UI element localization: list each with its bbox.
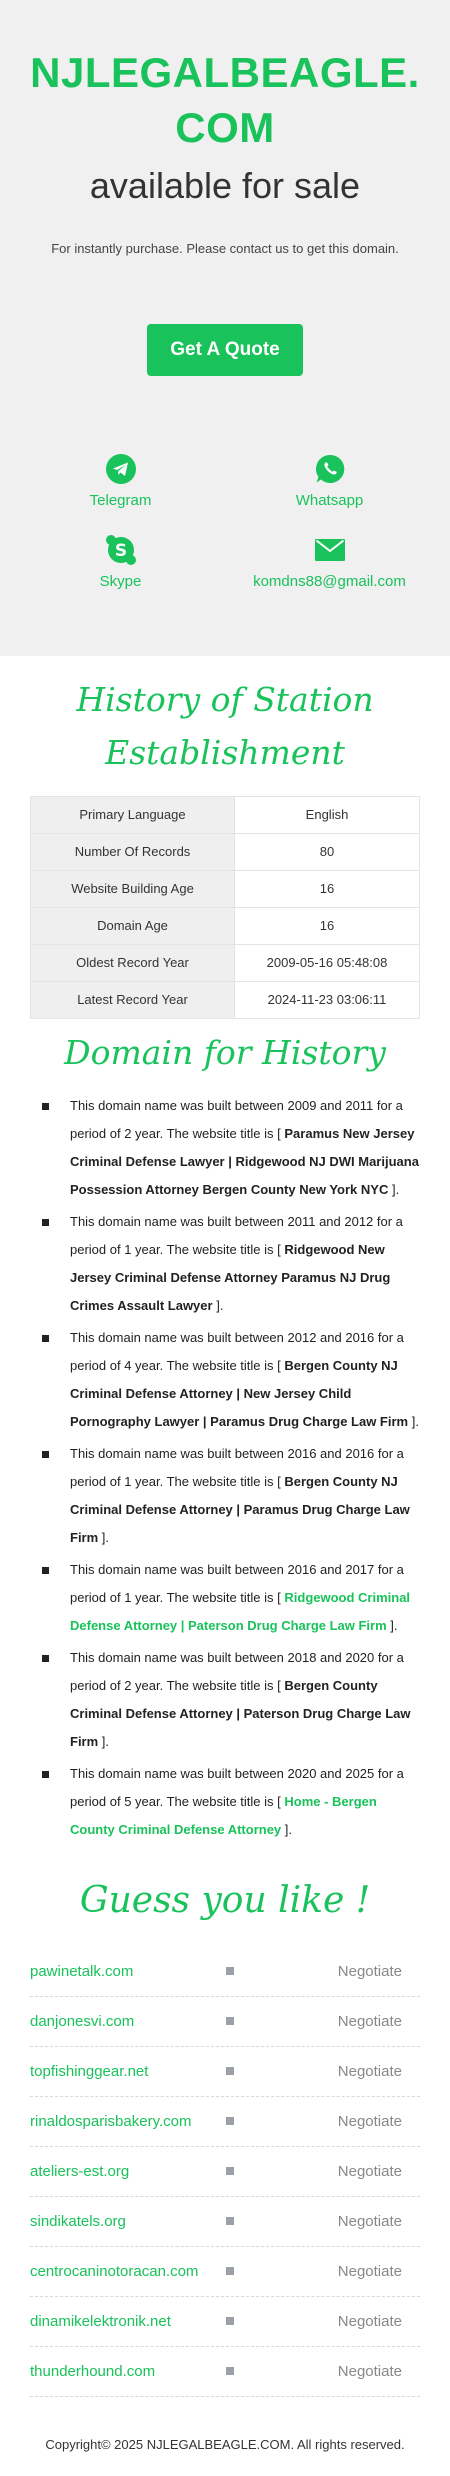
- table-row: [31, 833, 420, 870]
- contact-email[interactable]: [225, 535, 434, 590]
- list-item: [30, 1947, 420, 1997]
- domain-title: NJLEGALBEAGLE.COM: [30, 49, 420, 151]
- guess-list: [0, 1947, 450, 2397]
- list-item: [30, 2297, 420, 2347]
- domain-history-heading: Domain for History: [64, 1032, 386, 1072]
- table-key: Website Building Age: [31, 870, 235, 907]
- price-label: Negotiate: [337, 2012, 402, 2030]
- list-item: [30, 2097, 420, 2147]
- list-item: [30, 1760, 422, 1844]
- history-text: This domain name was built between 2020 and 2025 for a period of 5 year. The website title is [: [70, 1765, 404, 1809]
- dot-icon: [226, 2067, 234, 2075]
- table-value: 16: [235, 870, 420, 907]
- history-text: This domain name was built between 2016 and 2017 for a period of 1 year. The website title is [: [70, 1561, 404, 1605]
- sale-subtitle: For instantly purchase. Please contact us to get this domain.: [51, 241, 399, 257]
- hero-section: [0, 0, 450, 656]
- list-item: [30, 1092, 422, 1204]
- bullet-icon: [42, 1451, 49, 1458]
- history-title-link[interactable]: Home - Bergen County Criminal Defense Attorney: [70, 1793, 377, 1837]
- table-key: Latest Record Year: [31, 981, 235, 1018]
- list-item: [30, 1440, 422, 1552]
- domain-link[interactable]: dinamikelektronik.net: [30, 2312, 171, 2330]
- domain-link[interactable]: danjonesvi.com: [30, 2012, 135, 2030]
- list-item: [30, 1997, 420, 2047]
- history-title: Ridgewood New Jersey Criminal Defense Attorney Paramus NJ Drug Crimes Assault Lawyer: [70, 1241, 391, 1313]
- domain-link[interactable]: pawinetalk.com: [30, 1962, 134, 1980]
- history-heading: History of Station Establishment: [76, 680, 374, 772]
- bullet-icon: [42, 1219, 49, 1226]
- list-item: [30, 1324, 422, 1436]
- domain-link[interactable]: rinaldosparisbakery.com: [30, 2112, 192, 2130]
- dot-icon: [226, 2017, 234, 2025]
- list-item: [30, 2197, 420, 2247]
- history-section: [0, 674, 450, 1019]
- table-row: [31, 870, 420, 907]
- contact-telegram[interactable]: [16, 454, 225, 509]
- history-suffix: ].: [281, 1821, 293, 1837]
- domain-history-section: [0, 1033, 450, 1844]
- for-sale-heading: available for sale: [89, 165, 361, 207]
- table-row: [31, 907, 420, 944]
- email-icon: [315, 535, 345, 565]
- dot-icon: [226, 1967, 234, 1975]
- skype-icon: [106, 535, 136, 565]
- history-suffix: ].: [386, 1617, 398, 1633]
- table-value: 2009-05-16 05:48:08: [235, 944, 420, 981]
- domain-link[interactable]: thunderhound.com: [30, 2362, 156, 2380]
- history-suffix: ].: [408, 1413, 419, 1429]
- svg-text:S: S: [114, 541, 127, 562]
- dot-icon: [226, 2267, 234, 2275]
- contact-list: [16, 454, 434, 616]
- contact-skype[interactable]: [16, 535, 225, 590]
- bullet-icon: [42, 1655, 49, 1662]
- footer: [0, 2397, 450, 2476]
- contact-label: Whatsapp: [295, 492, 364, 510]
- dot-icon: [226, 2367, 234, 2375]
- history-title: Bergen County Criminal Defense Attorney | Paterson Drug Charge Law Firm: [70, 1677, 411, 1749]
- list-item: [30, 2147, 420, 2197]
- price-label: Negotiate: [337, 2312, 402, 2330]
- guess-heading: Guess you like !: [79, 1879, 371, 1921]
- get-quote-button[interactable]: Get A Quote: [147, 324, 303, 376]
- bullet-icon: [42, 1103, 49, 1110]
- price-label: Negotiate: [337, 2212, 402, 2230]
- table-key: Domain Age: [31, 907, 235, 944]
- contact-label: Telegram: [89, 492, 152, 510]
- history-suffix: ].: [212, 1297, 224, 1313]
- history-text: This domain name was built between 2009 and 2011 for a period of 2 year. The website title is [: [70, 1097, 403, 1141]
- list-item: [30, 2347, 420, 2397]
- table-value: 80: [235, 833, 420, 870]
- table-key: Number Of Records: [31, 833, 235, 870]
- history-suffix: ].: [98, 1733, 110, 1749]
- bullet-icon: [42, 1335, 49, 1342]
- contact-label: Skype: [99, 573, 142, 591]
- list-item: [30, 1556, 422, 1640]
- history-text: This domain name was built between 2012 and 2016 for a period of 4 year. The website title is [: [70, 1329, 404, 1373]
- dot-icon: [226, 2117, 234, 2125]
- history-text: This domain name was built between 2018 and 2020 for a period of 2 year. The website title is [: [70, 1649, 404, 1693]
- bullet-icon: [42, 1771, 49, 1778]
- history-title: Bergen County NJ Criminal Defense Attorney | New Jersey Child Pornography Lawyer | Paramus Drug Charge Law Firm: [70, 1357, 409, 1429]
- domain-link[interactable]: sindikatels.org: [30, 2212, 126, 2230]
- history-suffix: ].: [98, 1529, 110, 1545]
- table-row: [31, 796, 420, 833]
- dot-icon: [226, 2167, 234, 2175]
- table-key: Primary Language: [31, 796, 235, 833]
- table-value: English: [235, 796, 420, 833]
- table-row: [31, 944, 420, 981]
- price-label: Negotiate: [337, 2362, 402, 2380]
- table-key: Oldest Record Year: [31, 944, 235, 981]
- price-label: Negotiate: [337, 2162, 402, 2180]
- contact-label: komdns88@gmail.com: [253, 573, 406, 591]
- price-label: Negotiate: [337, 2112, 402, 2130]
- price-label: Negotiate: [337, 1962, 402, 1980]
- table-row: [31, 981, 420, 1018]
- table-value: 16: [235, 907, 420, 944]
- dot-icon: [226, 2217, 234, 2225]
- history-suffix: ].: [388, 1181, 400, 1197]
- whatsapp-icon: [315, 454, 345, 484]
- history-title: Bergen County NJ Criminal Defense Attorney | Paramus Drug Charge Law Firm: [70, 1473, 410, 1545]
- list-item: [30, 2047, 420, 2097]
- domain-history-list: [0, 1092, 450, 1844]
- guess-section: [0, 1880, 450, 2397]
- price-label: Negotiate: [337, 2062, 402, 2080]
- table-value: 2024-11-23 03:06:11: [235, 981, 420, 1018]
- list-item: [30, 1208, 422, 1320]
- dot-icon: [226, 2317, 234, 2325]
- domain-link[interactable]: ateliers-est.org: [30, 2162, 130, 2180]
- history-text: This domain name was built between 2016 and 2016 for a period of 1 year. The website title is [: [70, 1445, 404, 1489]
- price-label: Negotiate: [337, 2262, 402, 2280]
- list-item: [30, 2247, 420, 2297]
- info-table: [30, 796, 420, 1019]
- history-title-link[interactable]: Ridgewood Criminal Defense Attorney | Paterson Drug Charge Law Firm: [70, 1589, 411, 1633]
- bullet-icon: [42, 1567, 49, 1574]
- list-item: [30, 1644, 422, 1756]
- domain-link[interactable]: centrocaninotoracan.com: [30, 2262, 199, 2280]
- history-title: Paramus New Jersey Criminal Defense Lawyer | Ridgewood NJ DWI Marijuana Possession Attorney Bergen County New York NYC: [70, 1125, 419, 1197]
- copyright-text: Copyright© 2025 NJLEGALBEAGLE.COM. All rights reserved.: [45, 2436, 405, 2452]
- contact-whatsapp[interactable]: [225, 454, 434, 509]
- telegram-icon: [106, 454, 136, 484]
- history-text: This domain name was built between 2011 and 2012 for a period of 1 year. The website title is [: [70, 1213, 403, 1257]
- domain-link[interactable]: topfishinggear.net: [30, 2062, 149, 2080]
